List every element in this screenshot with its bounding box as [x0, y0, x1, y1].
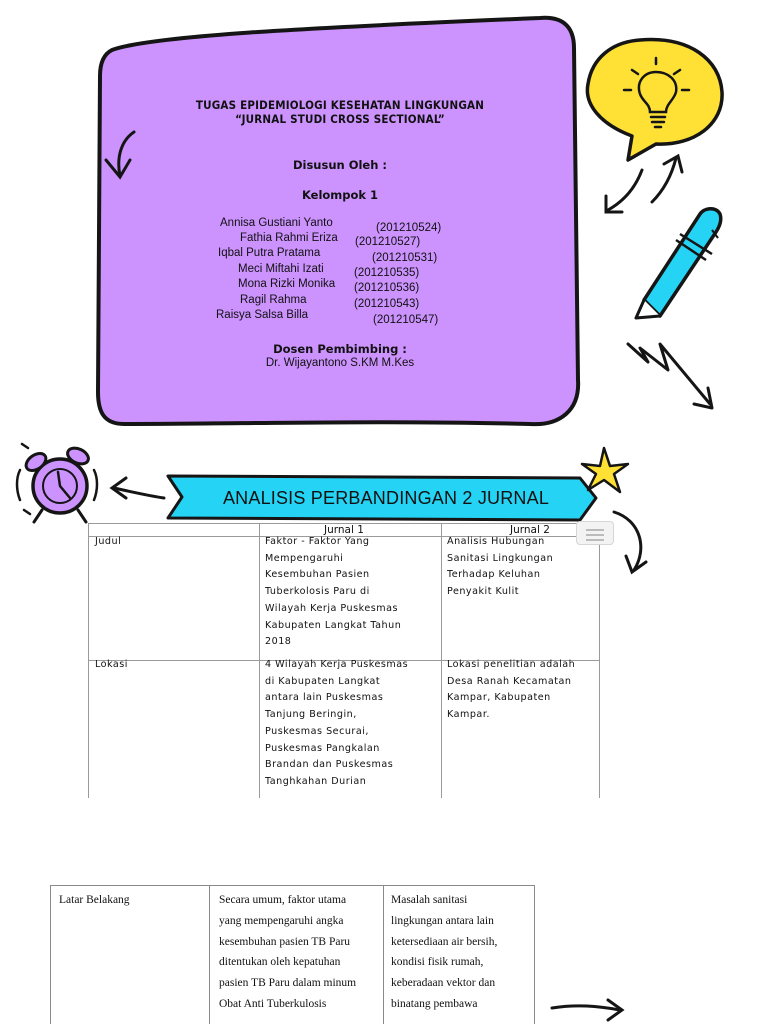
- table-header-jurnal1: Jurnal 1: [324, 524, 364, 536]
- menu-icon: [586, 529, 604, 531]
- table-border: [441, 523, 442, 798]
- table-border: [534, 885, 535, 1024]
- menu-icon-line: [586, 539, 604, 541]
- table-border: [50, 885, 535, 886]
- supervisor-label: Dosen Pembimbing :: [273, 342, 407, 356]
- cell-judul-jurnal2: Analisis Hubungan Sanitasi Lingkungan Terhadap Keluhan Penyakit Kulit: [447, 536, 554, 598]
- swap-arrows-icon: [606, 156, 682, 212]
- cover-title-line1: TUGAS EPIDEMIOLOGI KESEHATAN LINGKUNGAN: [195, 98, 485, 112]
- member-id: (201210527): [355, 236, 421, 248]
- banner-title: ANALISIS PERBANDINGAN 2 JURNAL: [222, 488, 550, 508]
- supervisor-name: Dr. Wijayantono S.KM M.Kes: [265, 357, 415, 369]
- member-name: Fathia Rahmi Eriza: [240, 232, 338, 244]
- cell-lokasi-jurnal2: Lokasi penelitian adalah Desa Ranah Kecamatan Kampar, Kabupaten Kampar.: [447, 659, 576, 721]
- menu-button[interactable]: [576, 521, 614, 545]
- member-name: Raisya Salsa Billa: [216, 309, 309, 321]
- cover-text-block: [100, 18, 580, 430]
- table-border: [209, 885, 210, 1024]
- row-label-judul: Judul: [95, 536, 122, 547]
- member-id: (201210524): [376, 222, 442, 234]
- curved-down-arrow-icon: [614, 512, 646, 572]
- member-id: (201210547): [373, 314, 439, 326]
- cell-latar-jurnal2: Masalah sanitasi lingkungan antara lain ketersediaan air bersih, kondisi fisik rumah, keberadaan vektor dan binatang pembawa: [391, 894, 498, 1010]
- comparison-table-1: [88, 523, 600, 798]
- table-border: [50, 885, 51, 1024]
- member-id: (201210531): [372, 252, 438, 264]
- right-arrow-icon: [552, 1000, 622, 1020]
- comparison-table-2: [50, 885, 535, 1024]
- table-border: [599, 523, 600, 798]
- member-name: Iqbal Putra Pratama: [218, 247, 321, 259]
- table-border: [259, 523, 260, 798]
- alarm-clock-icon: [17, 444, 97, 522]
- zigzag-arrow-icon: [628, 344, 712, 408]
- group-label: Kelompok 1: [301, 188, 379, 202]
- left-arrow-icon: [112, 478, 164, 498]
- member-id: (201210543): [354, 298, 420, 310]
- cover-title-line2: “JURNAL STUDI CROSS SECTIONAL”: [235, 112, 445, 126]
- pen-icon: [636, 209, 721, 318]
- table-border: [383, 885, 384, 1024]
- member-name: Ragil Rahma: [240, 294, 307, 306]
- cell-lokasi-jurnal1: 4 Wilayah Kerja Puskesmas di Kabupaten Langkat antara lain Puskesmas Tanjung Beringin, Puskesmas Securai, Puskesmas Pangkalan Brandan dan Puskesmas Tanghkahan Durian: [265, 659, 409, 787]
- table-header-jurnal2: Jurnal 2: [510, 524, 550, 536]
- member-id: (201210536): [354, 282, 420, 294]
- member-name: Mona Rizki Monika: [238, 278, 336, 290]
- cell-judul-jurnal1: Faktor - Faktor Yang Mempengaruhi Kesembuhan Pasien Tuberkolosis Paru di Wilayah Kerja Puskesmas Kabupaten Langkat Tahun 2018: [265, 536, 402, 648]
- cell-latar-jurnal1: Secara umum, faktor utama yang mempengaruhi angka kesembuhan pasien TB Paru ditentukan oleh kepatuhan pasien TB Paru dalam minum Obat Anti Tuberkulosis: [219, 894, 357, 1010]
- member-name: Annisa Gustiani Yanto: [220, 217, 333, 229]
- lightbulb-icon: [587, 40, 722, 160]
- compiled-by-label: Disusun Oleh :: [292, 158, 388, 172]
- row-label-lokasi: Lokasi: [95, 659, 128, 670]
- row-label-latar-belakang: Latar Belakang: [59, 894, 130, 906]
- member-name: Meci Miftahi Izati: [238, 263, 324, 275]
- table-border: [88, 523, 89, 798]
- menu-icon-line: [586, 534, 604, 536]
- sparkle-star-icon: [582, 448, 628, 492]
- member-id: (201210535): [354, 267, 420, 279]
